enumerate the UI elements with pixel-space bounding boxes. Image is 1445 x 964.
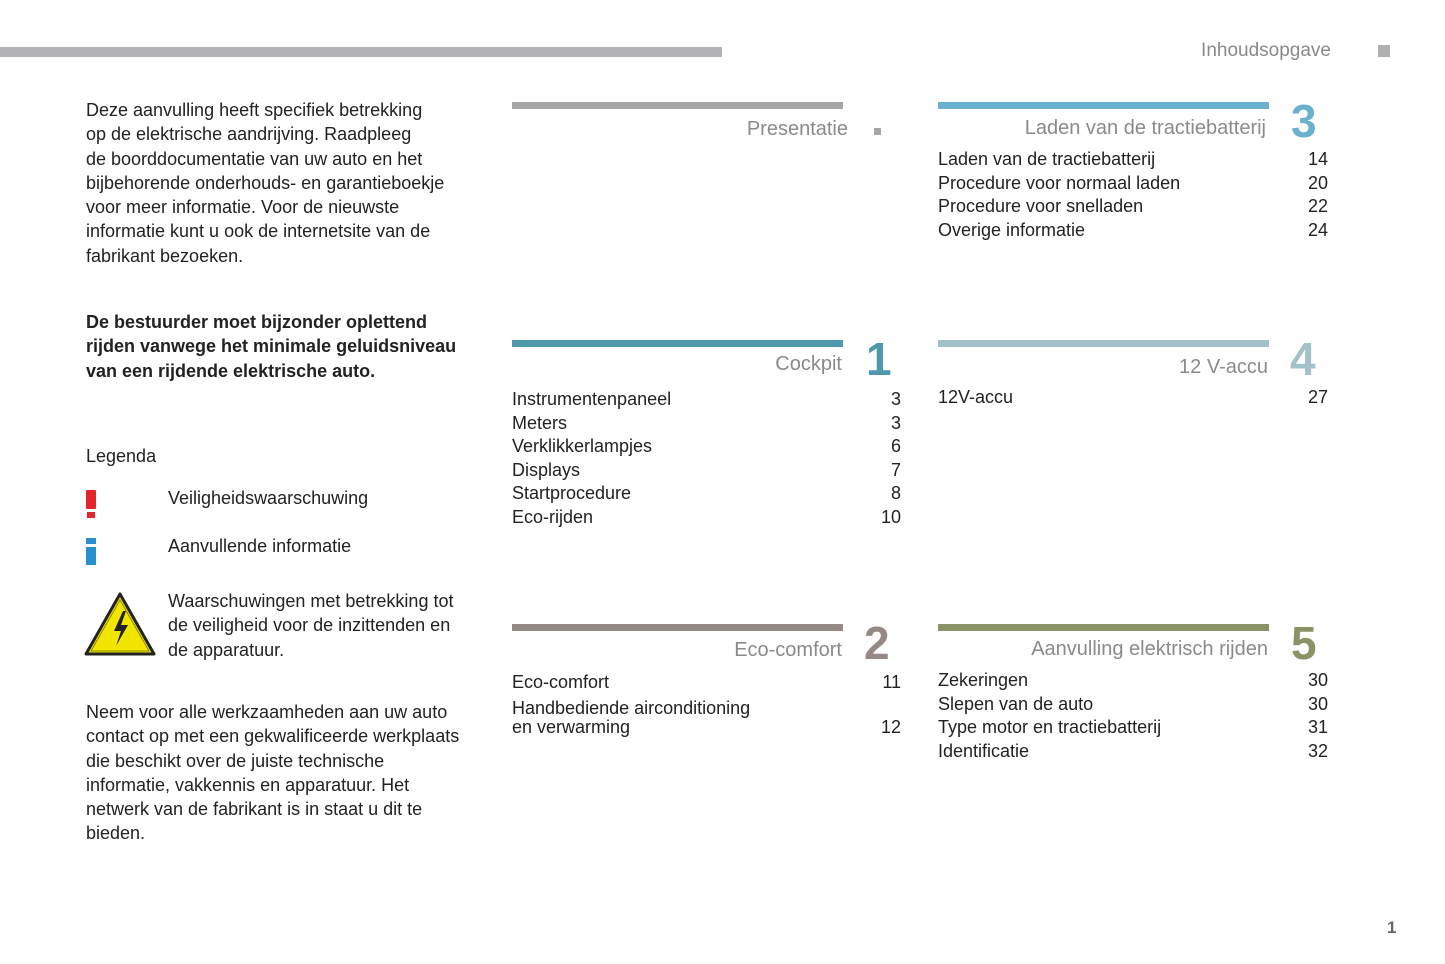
- section-bar-eco-comfort: [512, 624, 843, 631]
- intro-line: informatie kunt u ook de internetsite van de: [86, 221, 431, 242]
- intro-line: fabrikant bezoeken.: [86, 245, 244, 266]
- toc-entry[interactable]: [938, 195, 1328, 219]
- section-title-presentatie[interactable]: Presentatie: [746, 118, 848, 140]
- section-number-laden: 3: [1291, 95, 1317, 147]
- toc-entry-label: Procedure voor snelladen: [938, 196, 1144, 217]
- toc-entry[interactable]: [512, 459, 901, 483]
- legend-safety-text: Veiligheidswaarschuwing: [168, 488, 369, 508]
- toc-entry-page: 30: [1307, 693, 1328, 714]
- toc-list-aanvulling: [938, 669, 1328, 763]
- high-voltage-warning-icon: [84, 591, 156, 662]
- toc-entry[interactable]: [512, 671, 901, 695]
- toc-entry-label: Slepen van de auto: [938, 693, 1094, 714]
- toc-entry-page: 32: [1307, 740, 1328, 761]
- toc-list-cockpit: [512, 388, 901, 530]
- toc-entry-page: 24: [1307, 219, 1328, 240]
- info-icon: [84, 537, 98, 572]
- workshop-paragraph: [86, 700, 481, 846]
- section-number-aanvulling: 5: [1291, 617, 1317, 669]
- toc-entry[interactable]: [938, 386, 1328, 410]
- section-bar-laden: [938, 102, 1269, 109]
- section-number-accu: 4: [1290, 333, 1316, 385]
- toc-entry-page: 30: [1307, 670, 1328, 690]
- toc-entry-label: Eco-comfort: [512, 672, 610, 692]
- toc-entry-label: Meters: [512, 412, 568, 433]
- toc-entry-page: 3: [890, 389, 901, 409]
- toc-entry-page: 11: [882, 672, 901, 692]
- legend-hv-line: de apparatuur.: [168, 639, 285, 660]
- toc-entry[interactable]: [938, 148, 1328, 172]
- legend-hv-line: Waarschuwingen met betrekking tot: [168, 591, 454, 611]
- section-number-cockpit: 1: [866, 333, 892, 385]
- toc-entry[interactable]: [938, 740, 1328, 764]
- toc-entry-label: Startprocedure: [512, 483, 632, 504]
- warning-line: van een rijdende elektrische auto.: [86, 360, 376, 381]
- toc-entry-label: Laden van de tractiebatterij: [938, 149, 1156, 169]
- toc-entry[interactable]: [512, 482, 901, 506]
- header-square-marker: [1378, 45, 1390, 57]
- section-bar-aanvulling: [938, 624, 1269, 631]
- toc-entry-page: 7: [890, 459, 901, 480]
- toc-entry-page: 3: [890, 412, 901, 433]
- section-bar-presentatie: [512, 102, 843, 109]
- toc-entry-page: 22: [1307, 196, 1328, 217]
- toc-entry[interactable]: [938, 693, 1328, 717]
- toc-entry[interactable]: [512, 412, 901, 436]
- toc-entry[interactable]: [938, 172, 1328, 196]
- header-bar: [0, 47, 722, 57]
- toc-entry-label: Instrumentenpaneel: [512, 389, 672, 409]
- legend-hv-text: [168, 589, 453, 662]
- toc-entry-label: Type motor en tractiebatterij: [938, 717, 1162, 738]
- toc-list-eco-comfort: [512, 671, 901, 738]
- section-bar-accu: [938, 340, 1269, 347]
- section-title-laden[interactable]: Laden van de tractiebatterij: [1024, 117, 1266, 139]
- toc-entry[interactable]: [512, 695, 901, 738]
- toc-entry[interactable]: [938, 669, 1328, 693]
- toc-list-accu: [938, 386, 1328, 410]
- page-number: 1: [1387, 918, 1397, 937]
- toc-entry[interactable]: [512, 388, 901, 412]
- warning-line: rijden vanwege het minimale geluidsniveau: [86, 336, 457, 357]
- driver-warning: [86, 310, 481, 383]
- toc-entry-label: 12V-accu: [938, 387, 1014, 407]
- toc-entry-label: Identificatie: [938, 740, 1030, 761]
- intro-line: bijbehorende onderhouds- en garantieboekje: [86, 172, 445, 193]
- toc-entry-label: Handbediende airconditioning en verwarming: [512, 697, 751, 738]
- workshop-line: contact op met een gekwalificeerde werkplaats: [86, 726, 460, 747]
- legend-title: Legenda: [86, 446, 157, 466]
- toc-entry-label: Verklikkerlampjes: [512, 436, 653, 457]
- intro-line: de boorddocumentatie van uw auto en het: [86, 148, 423, 169]
- section-title-cockpit[interactable]: Cockpit: [775, 353, 842, 375]
- toc-entry-page: 14: [1307, 149, 1328, 169]
- section-marker-presentatie: [874, 128, 881, 135]
- legend-hv-line: de veiligheid voor de inzittenden en: [168, 615, 451, 636]
- toc-entry-label: Procedure voor normaal laden: [938, 172, 1181, 193]
- toc-entry[interactable]: [938, 716, 1328, 740]
- toc-entry-label: Displays: [512, 459, 581, 480]
- toc-entry-page: 20: [1307, 172, 1328, 193]
- toc-list-laden: [938, 148, 1328, 242]
- section-number-eco-comfort: 2: [864, 617, 890, 669]
- toc-entry-page: 10: [880, 506, 901, 527]
- toc-entry-page: 12: [880, 717, 901, 738]
- section-title-accu[interactable]: 12 V-accu: [1179, 356, 1268, 378]
- toc-entry-label: Zekeringen: [938, 670, 1029, 690]
- page-title: Inhoudsopgave: [1201, 40, 1331, 61]
- warning-line: De bestuurder moet bijzonder oplettend: [86, 312, 428, 332]
- section-title-aanvulling[interactable]: Aanvulling elektrisch rijden: [1031, 638, 1268, 660]
- toc-entry[interactable]: [512, 435, 901, 459]
- intro-paragraph: [86, 98, 481, 268]
- workshop-line: Neem voor alle werkzaamheden aan uw auto: [86, 702, 448, 722]
- intro-line: Deze aanvulling heeft specifiek betrekking: [86, 100, 423, 120]
- toc-entry[interactable]: [512, 506, 901, 530]
- legend-info-text: Aanvullende informatie: [168, 536, 352, 556]
- workshop-line: bieden.: [86, 823, 146, 844]
- toc-entry-label: Eco-rijden: [512, 506, 594, 527]
- toc-entry-page: 6: [890, 436, 901, 457]
- section-title-eco-comfort[interactable]: Eco-comfort: [734, 639, 842, 661]
- workshop-line: informatie, vakkennis en apparatuur. Het: [86, 774, 410, 795]
- toc-entry-label: Overige informatie: [938, 219, 1086, 240]
- toc-entry-page: 8: [890, 483, 901, 504]
- exclamation-icon: [84, 488, 98, 525]
- toc-entry[interactable]: [938, 219, 1328, 243]
- toc-entry-page: 27: [1307, 387, 1328, 407]
- toc-entry-page: 31: [1307, 717, 1328, 738]
- intro-line: voor meer informatie. Voor de nieuwste: [86, 197, 400, 218]
- workshop-line: netwerk van de fabrikant is in staat u dit te: [86, 799, 423, 820]
- intro-line: op de elektrische aandrijving. Raadpleeg: [86, 124, 412, 145]
- workshop-line: die beschikt over de juiste technische: [86, 750, 385, 771]
- section-bar-cockpit: [512, 340, 843, 347]
